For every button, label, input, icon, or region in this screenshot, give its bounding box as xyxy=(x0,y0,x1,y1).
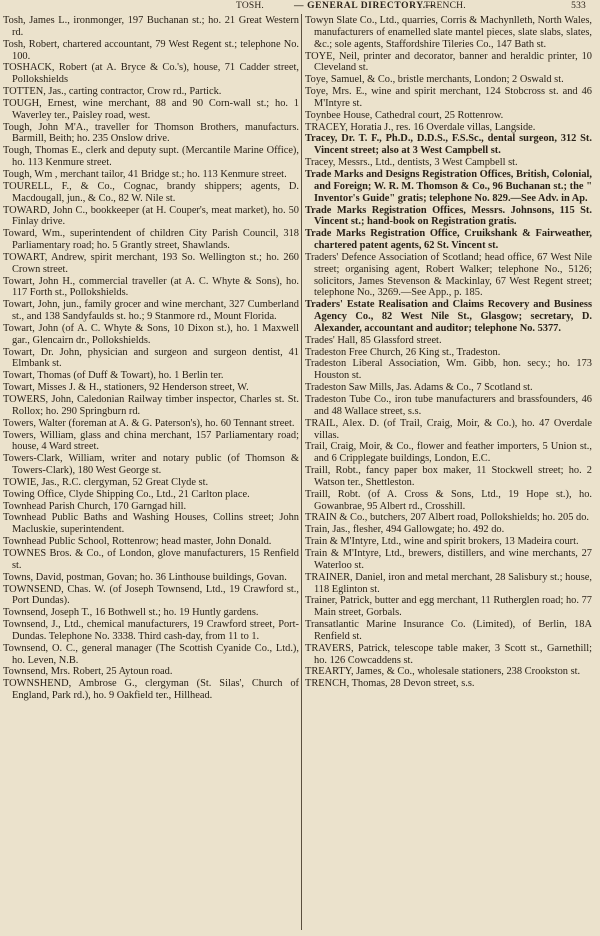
directory-entry: Towart, Thomas (of Duff & Towart), ho. 1 Berlin ter. xyxy=(3,370,224,382)
directory-entry: Towers, Walter (foreman at A. & G. Paterson's), ho. 60 Tennant street. xyxy=(3,417,295,429)
directory-entry: TOURELL, F., & Co., Cognac, brandy shippers; agents, D. Macdougall, jun., & Co., 82 W. Nile st. xyxy=(3,180,299,204)
directory-entry: TOWART, Andrew, spirit merchant, 193 So. Wellington st.; ho. 260 Crown street. xyxy=(3,251,299,275)
directory-entry: Traders' Estate Realisation and Claims Recovery and Business Agency Co., 82 West Nile St., Glasgow; secretary, D. Alexander, accountant and auditor; telephone No. 5377. xyxy=(305,299,592,334)
directory-entry: Towart, John (of A. C. Whyte & Sons, 10 Dixon st.), ho. 1 Maxwell gar., Glencairn dr., Pollokshields. xyxy=(3,322,299,346)
directory-entry: Townsend, J., Ltd., chemical manufacturers, 19 Crawford street, Port-Dundas. Telephone No. 3338. Third cash-day, from 11 to 1. xyxy=(3,619,299,642)
directory-entry: Trainer, Patrick, butter and egg merchant, 11 Rutherglen road; ho. 77 Main street, Gorbals. xyxy=(305,595,592,619)
directory-entry: Towart, John, jun., family grocer and wine merchant, 327 Cumberland st., and 138 Sandyfaulds st. ho.; 9 Stanmore rd., Mount Florida. xyxy=(3,299,299,323)
directory-entry: Towns, David, postman, Govan; ho. 36 Linthouse buildings, Govan. xyxy=(3,571,287,583)
directory-entry: TOUGH, Ernest, wine merchant, 88 and 90 Corn-wall st.; ho. 1 Waverley ter., Paisley road, west. xyxy=(3,97,299,121)
column-divider xyxy=(301,14,302,930)
directory-entry: Toward, Wm., superintendent of children City Parish Council, 318 Parliamentary road; ho. 5 Grantly street, Shawlands. xyxy=(3,228,299,252)
header-left-word: TOSH. xyxy=(236,1,265,11)
directory-entry: TOWNSEND, Chas. W. (of Joseph Townsend, Ltd., 19 Crawford st., Port Dundas). xyxy=(3,583,299,607)
directory-entry: Tosh, James L., ironmonger, 197 Buchanan st.; ho. 21 Great Western rd. xyxy=(3,15,299,38)
directory-entry: Towers, William, glass and china merchant, 157 Parliamentary road; house, 4 Ward street. xyxy=(3,429,299,453)
directory-entry: TOWNSHEND, Ambrose G., clergyman (St. Silas', Church of England, Park rd.), ho. 9 Oakfield ter., Hillhead. xyxy=(3,678,299,702)
directory-entry: TOSHACK, Robert (at A. Bryce & Co.'s), house, 71 Cadder street, Pollokshields xyxy=(3,62,299,86)
directory-entry: Tradeston Free Church, 26 King st., Tradeston. xyxy=(305,346,501,358)
directory-entry: Toye, Mrs. E., wine and spirit merchant, 124 Stobcross st. and 46 M'Intyre st. xyxy=(305,86,592,109)
directory-entry: Train & M'Intyre, Ltd., wine and spirit brokers, 13 Madeira court. xyxy=(305,536,579,548)
directory-entry: TRAINER, Daniel, iron and metal merchant, 28 Salisbury st.; house, 118 Eglinton st. xyxy=(305,571,592,595)
directory-entry: Tradeston Liberal Association, Wm. Gibb, hon. secy.; ho. 173 Houston st. xyxy=(305,358,592,382)
directory-entry: Towart, Misses J. & H., stationers, 92 Henderson street, W. xyxy=(3,382,249,394)
header-title: — GENERAL DIRECTORY.— xyxy=(294,1,436,11)
directory-entry: Townsend, Mrs. Robert, 25 Aytoun road. xyxy=(3,666,173,678)
header-right-word: TRENCH. xyxy=(424,1,466,11)
directory-entry: Townhead Parish Church, 170 Garngad hill. xyxy=(3,500,187,512)
directory-entry: TOTTEN, Jas., carting contractor, Crow rd., Partick. xyxy=(3,86,222,98)
directory-entry: TRACEY, Horatia J., res. 16 Overdale villas, Langside. xyxy=(305,121,536,133)
directory-entry: Tough, Thomas E., clerk and deputy supt. (Mercantile Marine Office), ho. 113 Kenmure street. xyxy=(3,145,299,169)
directory-entry: Towyn Slate Co., Ltd., quarries, Corris & Machynlleth, North Wales, manufacturers of enamelled slate mantel pieces, slate slabs, slates, &c.; sole agents, Staffordshire Tileries Co., 147 Bath st. xyxy=(305,15,592,50)
directory-entry: Trail, Craig, Moir, & Co., flower and feather importers, 5 Union st., and 6 Cripplegate buildings, London, E.C. xyxy=(305,441,592,465)
directory-entry: TOWIE, Jas., R.C. clergyman, 52 Great Clyde st. xyxy=(3,476,209,488)
directory-entry: Traill, Robt., fancy paper box maker, 11 Stockwell street; ho. 2 Watson ter., Shettleston. xyxy=(305,465,592,488)
directory-entry: Toynbee House, Cathedral court, 25 Rottenrow. xyxy=(305,109,504,121)
directory-entry: Traill, Robt. (of A. Cross & Sons, Ltd., 19 Hope st.), ho. Gowanbrae, 95 Albert rd., Crosshill. xyxy=(305,488,592,512)
directory-entry: Toye, Samuel, & Co., bristle merchants, London; 2 Oswald st. xyxy=(305,74,564,86)
directory-entry: Townsend, Joseph T., 16 Bothwell st.; ho. 19 Huntly gardens. xyxy=(3,607,259,619)
directory-entry: TREARTY, James, & Co., wholesale stationers, 238 Crookston st. xyxy=(305,666,581,678)
directory-entry: Train & M'Intyre, Ltd., brewers, distillers, and wine merchants, 27 Waterloo st. xyxy=(305,547,592,571)
directory-entry: Trades' Hall, 85 Glassford street. xyxy=(305,334,442,346)
right-column xyxy=(305,15,592,927)
directory-entry: TOYE, Neil, printer and decorator, banner and heraldic printer, 10 Cleveland st. xyxy=(305,50,592,74)
left-column xyxy=(3,15,299,927)
directory-entry: TRAIL, Alex. D. (of Trail, Craig, Moir, & Co.), ho. 47 Overdale villas. xyxy=(305,417,592,441)
directory-entry: Tough, John M'A., traveller for Thomson Brothers, manufacturs. Barmill, Beith; ho. 235 Onslow drive. xyxy=(3,121,299,145)
directory-entry: TOWARD, John C., bookkeeper (at H. Couper's, meat market), ho. 50 Finlay drive. xyxy=(3,204,299,228)
directory-entry: Tracey, Dr. T. F., Ph.D., D.D.S., F.S.Sc., dental surgeon, 312 St. Vincent street; also at 3 West Campbell st. xyxy=(305,133,592,157)
directory-entry: Townhead Public Baths and Washing Houses, Collins street; John Macluskie, superintendent. xyxy=(3,512,299,536)
directory-entry: Train, Jas., flesher, 494 Gallowgate; ho. 492 do. xyxy=(305,524,505,536)
directory-entry: Trade Marks Registration Office, Cruikshank & Fairweather, chartered patent agents, 62 St. Vincent st. xyxy=(305,228,592,252)
directory-entry: Tosh, Robert, chartered accountant, 79 West Regent st.; telephone No. 100. xyxy=(3,38,299,62)
directory-entry: Tough, Wm , merchant tailor, 41 Bridge st.; ho. 113 Kenmure street. xyxy=(3,168,287,180)
directory-entry: Towart, Dr. John, physician and surgeon and surgeon dentist, 41 Elmbank st. xyxy=(3,346,299,370)
directory-entry: Townhead Public School, Rottenrow; head master, John Donald. xyxy=(3,536,272,548)
directory-entry: Trade Marks and Designs Registration Offices, British, Colonial, and Foreign; W. R. M. Thomson & Co., 96 Buchanan st.; the " Inventor's Guide" gratis; telephone No. 829.—See Adv. in Ap. xyxy=(305,168,592,204)
directory-entry: Tradeston Tube Co., iron tube manufacturers and brassfounders, 46 and 48 Wallace street, s.s. xyxy=(305,394,592,417)
directory-entry: Traders' Defence Association of Scotland; head office, 67 West Nile street; organising agent, Robert Walker; telephone No., 5126; solicitors, James Stevenson & Mackinlay, 67 West Regent street; telephone No., 3269.—See App., p. 185. xyxy=(305,251,592,299)
directory-entry: Tracey, Messrs., Ltd., dentists, 3 West Campbell st. xyxy=(305,157,518,169)
page-number: 533 xyxy=(571,1,586,11)
directory-entry: TOWERS, John, Caledonian Railway timber inspector, Charles st. St. Rollox; ho. 290 Springburn rd. xyxy=(3,394,299,417)
directory-entry: Towing Office, Clyde Shipping Co., Ltd., 21 Carlton place. xyxy=(3,488,250,500)
directory-entry: Towers-Clark, William, writer and notary public (of Thomson & Towers-Clark), 180 West George st. xyxy=(3,453,299,477)
directory-entry: TRENCH, Thomas, 28 Devon street, s.s. xyxy=(305,678,475,690)
directory-entry: Tradeston Saw Mills, Jas. Adams & Co., 7 Scotland st. xyxy=(305,382,533,394)
directory-entry: Towart, John H., commercial traveller (at A. C. Whyte & Sons), ho. 117 Forth st., Pollokshields. xyxy=(3,275,299,299)
directory-entry: Townsend, O. C., general manager (The Scottish Cyanide Co., Ltd.), ho. Leven, N.B. xyxy=(3,642,299,666)
directory-entry: TOWNES Bros. & Co., of London, glove manufacturers, 15 Renfield st. xyxy=(3,547,299,571)
directory-entry: TRAIN & Co., butchers, 207 Albert road, Pollokshields; ho. 205 do. xyxy=(305,512,589,524)
page-header xyxy=(0,0,600,14)
directory-entry: Transatlantic Marine Insurance Co. (Limited), of Berlin, 18A Renfield st. xyxy=(305,619,592,642)
directory-entry: Trade Marks Registration Offices, Messrs. Johnsons, 115 St. Vincent st.; hand-book on Registration gratis. xyxy=(305,204,592,228)
directory-entry: TRAVERS, Patrick, telescope table maker, 3 Scott st., Garnethill; ho. 126 Cowcaddens st. xyxy=(305,642,592,666)
